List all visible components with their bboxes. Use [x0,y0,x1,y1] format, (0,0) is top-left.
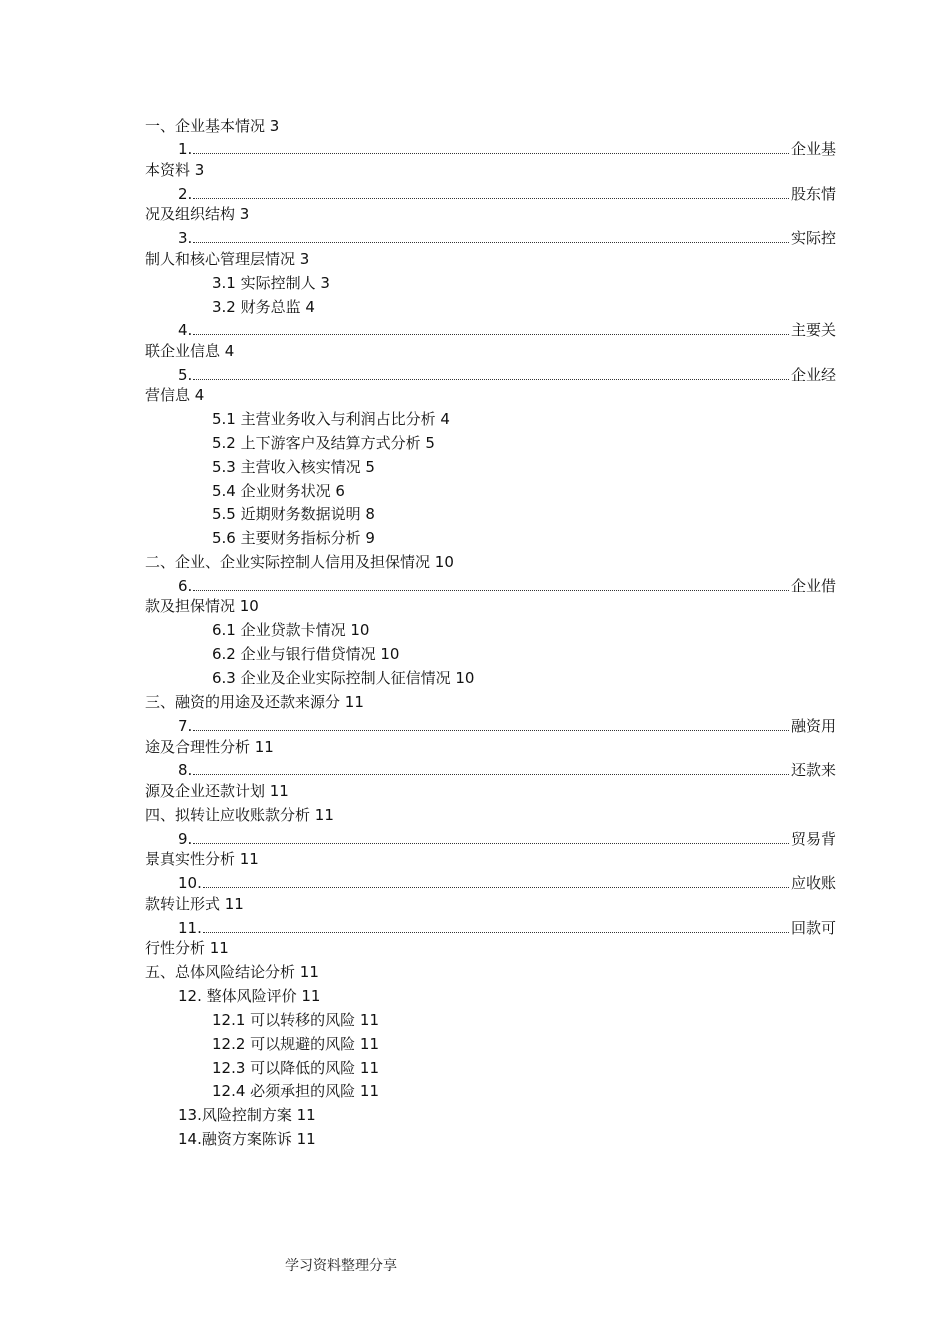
toc-item-title-start: 还款来 [790,761,836,779]
page-footer: 学习资料整理分享 [285,1258,397,1274]
toc-item-number: 10. [178,874,202,892]
toc-item-10[interactable] [178,873,836,893]
toc-item-2-continuation[interactable]: 况及组织结构 3 [145,205,250,223]
toc-item-title-start: 实际控 [790,229,836,247]
toc-subitem-12-2[interactable]: 12.2 可以规避的风险 11 [212,1035,380,1053]
toc-item-8[interactable] [178,760,836,780]
toc-subitem-6-3[interactable]: 6.3 企业及企业实际控制人征信情况 10 [212,669,475,687]
toc-item-title-start: 回款可 [790,919,836,937]
toc-subitem-12-1[interactable]: 12.1 可以转移的风险 11 [212,1011,380,1029]
toc-item-9-continuation[interactable]: 景真实性分析 11 [145,850,259,868]
toc-item-8-continuation[interactable]: 源及企业还款计划 11 [145,782,289,800]
toc-item-number: 6. [178,577,193,595]
toc-item-number: 3. [178,229,193,247]
toc-item-title-start: 应收账 [790,874,836,892]
dot-leader [193,197,789,199]
toc-subitem-3-2[interactable]: 3.2 财务总监 4 [212,298,315,316]
toc-section-5[interactable]: 五、总体风险结论分析 11 [145,963,319,981]
dot-leader [193,589,789,591]
toc-item-number: 5. [178,366,193,384]
toc-item-number: 8. [178,761,193,779]
toc-item-title-start: 股东情 [790,185,836,203]
toc-section-1[interactable]: 一、企业基本情况 3 [145,117,280,135]
toc-section-3[interactable]: 三、融资的用途及还款来源分 11 [145,693,364,711]
dot-leader [203,931,789,933]
toc-item-1[interactable] [178,139,836,159]
toc-item-title-start: 贸易背 [790,830,836,848]
toc-item-5-continuation[interactable]: 营信息 4 [145,386,205,404]
toc-section-2[interactable]: 二、企业、企业实际控制人信用及担保情况 10 [145,553,454,571]
toc-subitem-5-2[interactable]: 5.2 上下游客户及结算方式分析 5 [212,434,435,452]
toc-subitem-5-6[interactable]: 5.6 主要财务指标分析 9 [212,529,375,547]
toc-item-3-continuation[interactable]: 制人和核心管理层情况 3 [145,250,310,268]
toc-section-4[interactable]: 四、拟转让应收账款分析 11 [145,806,334,824]
toc-item-number: 1. [178,140,193,158]
toc-item-2[interactable] [178,184,836,204]
toc-subitem-5-5[interactable]: 5.5 近期财务数据说明 8 [212,505,375,523]
toc-item-title-start: 融资用 [790,717,836,735]
toc-subitem-5-4[interactable]: 5.4 企业财务状况 6 [212,482,345,500]
toc-item-14[interactable]: 14.融资方案陈诉 11 [178,1130,316,1148]
toc-item-title-start: 企业经 [790,366,836,384]
toc-subitem-5-3[interactable]: 5.3 主营收入核实情况 5 [212,458,375,476]
toc-subitem-3-1[interactable]: 3.1 实际控制人 3 [212,274,330,292]
dot-leader [193,378,789,380]
toc-item-title-start: 企业借 [790,577,836,595]
toc-item-11[interactable] [178,918,836,938]
dot-leader [193,152,789,154]
dot-leader [193,241,789,243]
toc-subitem-12-3[interactable]: 12.3 可以降低的风险 11 [212,1059,380,1077]
toc-item-4-continuation[interactable]: 联企业信息 4 [145,342,235,360]
toc-item-6[interactable] [178,576,836,596]
toc-subitem-12-4[interactable]: 12.4 必须承担的风险 11 [212,1082,380,1100]
toc-subitem-5-1[interactable]: 5.1 主营业务收入与利润占比分析 4 [212,410,450,428]
toc-item-number: 7. [178,717,193,735]
dot-leader [193,729,789,731]
toc-item-1-continuation[interactable]: 本资料 3 [145,161,205,179]
toc-item-10-continuation[interactable]: 款转让形式 11 [145,895,244,913]
dot-leader [203,886,789,888]
toc-item-9[interactable] [178,829,836,849]
dot-leader [193,773,789,775]
dot-leader [193,333,789,335]
toc-item-7[interactable] [178,716,836,736]
toc-item-7-continuation[interactable]: 途及合理性分析 11 [145,738,274,756]
dot-leader [193,842,789,844]
toc-item-13[interactable]: 13.风险控制方案 11 [178,1106,316,1124]
toc-item-4[interactable] [178,320,836,340]
toc-item-5[interactable] [178,365,836,385]
toc-item-12[interactable]: 12. 整体风险评价 11 [178,987,321,1005]
toc-item-6-continuation[interactable]: 款及担保情况 10 [145,597,259,615]
toc-item-number: 11. [178,919,202,937]
toc-item-11-continuation[interactable]: 行性分析 11 [145,939,229,957]
toc-item-number: 9. [178,830,193,848]
toc-item-number: 4. [178,321,193,339]
toc-item-title-start: 主要关 [790,321,836,339]
toc-item-number: 2. [178,185,193,203]
toc-subitem-6-1[interactable]: 6.1 企业贷款卡情况 10 [212,621,370,639]
toc-item-title-start: 企业基 [790,140,836,158]
toc-item-3[interactable] [178,228,836,248]
toc-subitem-6-2[interactable]: 6.2 企业与银行借贷情况 10 [212,645,400,663]
